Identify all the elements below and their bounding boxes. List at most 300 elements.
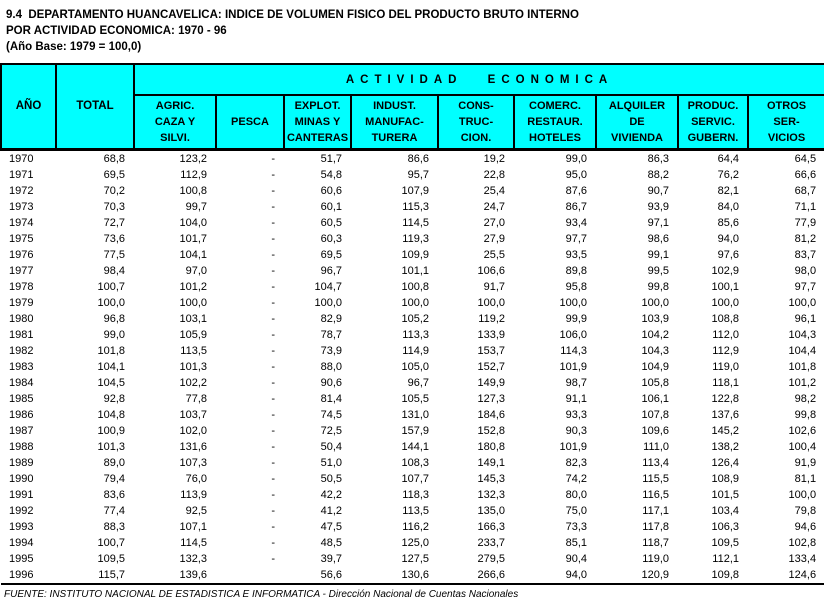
title-line-2: POR ACTIVIDAD ECONOMICA: 1970 - 96 <box>6 25 227 37</box>
cell-total: 109,5 <box>56 551 134 567</box>
cell-indust: 113,5 <box>351 503 438 519</box>
table-row <box>1 487 824 503</box>
year-cell: 1974 <box>1 215 56 231</box>
cell-total: 96,8 <box>56 311 134 327</box>
cell-alquiler: 120,9 <box>596 567 678 584</box>
table-row <box>1 215 824 231</box>
cell-alquiler: 111,0 <box>596 439 678 455</box>
cell-otros: 83,7 <box>748 247 824 263</box>
year-cell: 1995 <box>1 551 56 567</box>
year-cell: 1989 <box>1 455 56 471</box>
cell-total: 77,4 <box>56 503 134 519</box>
cell-indust: 127,5 <box>351 551 438 567</box>
cell-cons: 166,3 <box>438 519 514 535</box>
cell-comerc: 86,7 <box>514 199 596 215</box>
cell-alquiler: 117,1 <box>596 503 678 519</box>
col-header-line: PRODUC. <box>687 99 739 112</box>
cell-agric: 113,9 <box>134 487 216 503</box>
cell-produc: 145,2 <box>678 423 748 439</box>
cell-indust: 119,3 <box>351 231 438 247</box>
cell-alquiler: 86,3 <box>596 149 678 167</box>
cell-total: 68,8 <box>56 149 134 167</box>
col-header-line: EXPLOT. <box>294 99 341 112</box>
table-row <box>1 149 824 167</box>
year-cell: 1977 <box>1 263 56 279</box>
cell-explot: 100,0 <box>284 295 351 311</box>
cell-produc: 112,1 <box>678 551 748 567</box>
cell-otros: 81,2 <box>748 231 824 247</box>
cell-indust: 114,5 <box>351 215 438 231</box>
cell-explot: 60,5 <box>284 215 351 231</box>
cell-pesca: - <box>216 455 284 471</box>
cell-total: 100,7 <box>56 535 134 551</box>
cell-explot: 50,4 <box>284 439 351 455</box>
cell-indust: 157,9 <box>351 423 438 439</box>
col-header-line: CAZA Y <box>154 115 196 128</box>
table-header <box>1 64 824 149</box>
cell-otros: 68,7 <box>748 183 824 199</box>
year-cell: 1984 <box>1 375 56 391</box>
cell-explot: 74,5 <box>284 407 351 423</box>
year-cell: 1978 <box>1 279 56 295</box>
year-cell: 1973 <box>1 199 56 215</box>
cell-pesca: - <box>216 183 284 199</box>
table-row <box>1 295 824 311</box>
cell-explot: 69,5 <box>284 247 351 263</box>
cell-cons: 91,7 <box>438 279 514 295</box>
cell-explot: 72,5 <box>284 423 351 439</box>
cell-indust: 109,9 <box>351 247 438 263</box>
cell-agric: 102,0 <box>134 423 216 439</box>
cell-cons: 127,3 <box>438 391 514 407</box>
cell-total: 73,6 <box>56 231 134 247</box>
cell-agric: 100,8 <box>134 183 216 199</box>
cell-total: 89,0 <box>56 455 134 471</box>
cell-cons: 279,5 <box>438 551 514 567</box>
cell-pesca: - <box>216 535 284 551</box>
cell-total: 72,7 <box>56 215 134 231</box>
col-header-indust <box>351 95 438 149</box>
cell-pesca: - <box>216 311 284 327</box>
cell-alquiler: 118,7 <box>596 535 678 551</box>
cell-agric: 104,1 <box>134 247 216 263</box>
col-header-line: CONS- <box>458 99 494 112</box>
col-header-line: TURERA <box>371 131 418 144</box>
cell-otros: 66,6 <box>748 167 824 183</box>
table-row <box>1 183 824 199</box>
cell-alquiler: 98,6 <box>596 231 678 247</box>
source-note: FUENTE: INSTITUTO NACIONAL DE ESTADISTICA E INFORMATICA - Dirección Nacional de Cuentas Nacionales <box>4 588 519 600</box>
cell-otros: 99,8 <box>748 407 824 423</box>
table-row <box>1 167 824 183</box>
cell-agric: 76,0 <box>134 471 216 487</box>
cell-pesca: - <box>216 359 284 375</box>
cell-alquiler: 105,8 <box>596 375 678 391</box>
cell-comerc: 87,6 <box>514 183 596 199</box>
cell-agric: 103,7 <box>134 407 216 423</box>
cell-produc: 102,9 <box>678 263 748 279</box>
cell-explot: 50,5 <box>284 471 351 487</box>
cell-pesca: - <box>216 199 284 215</box>
cell-produc: 100,0 <box>678 295 748 311</box>
cell-pesca: - <box>216 503 284 519</box>
cell-agric: 107,1 <box>134 519 216 535</box>
col-header-line: AGRIC. <box>155 99 195 112</box>
cell-alquiler: 109,6 <box>596 423 678 439</box>
table-row <box>1 343 824 359</box>
col-header-produc <box>678 95 748 149</box>
year-cell: 1972 <box>1 183 56 199</box>
cell-cons: 25,5 <box>438 247 514 263</box>
cell-comerc: 75,0 <box>514 503 596 519</box>
cell-produc: 112,9 <box>678 343 748 359</box>
cell-indust: 100,0 <box>351 295 438 311</box>
cell-alquiler: 104,2 <box>596 327 678 343</box>
cell-agric: 101,3 <box>134 359 216 375</box>
cell-indust: 115,3 <box>351 199 438 215</box>
cell-produc: 118,1 <box>678 375 748 391</box>
year-cell: 1991 <box>1 487 56 503</box>
cell-comerc: 89,8 <box>514 263 596 279</box>
cell-comerc: 99,9 <box>514 311 596 327</box>
cell-cons: 119,2 <box>438 311 514 327</box>
cell-pesca: - <box>216 167 284 183</box>
cell-comerc: 73,3 <box>514 519 596 535</box>
cell-cons: 184,6 <box>438 407 514 423</box>
cell-pesca: - <box>216 391 284 407</box>
cell-explot: 73,9 <box>284 343 351 359</box>
cell-cons: 145,3 <box>438 471 514 487</box>
cell-otros: 98,2 <box>748 391 824 407</box>
cell-produc: 103,4 <box>678 503 748 519</box>
cell-alquiler: 115,5 <box>596 471 678 487</box>
cell-indust: 108,3 <box>351 455 438 471</box>
cell-indust: 113,3 <box>351 327 438 343</box>
table-row <box>1 535 824 551</box>
cell-cons: 27,9 <box>438 231 514 247</box>
cell-cons: 153,7 <box>438 343 514 359</box>
cell-indust: 105,0 <box>351 359 438 375</box>
cell-explot: 60,6 <box>284 183 351 199</box>
cell-indust: 144,1 <box>351 439 438 455</box>
cell-produc: 84,0 <box>678 199 748 215</box>
cell-pesca: - <box>216 471 284 487</box>
cell-cons: 100,0 <box>438 295 514 311</box>
cell-indust: 130,6 <box>351 567 438 584</box>
cell-agric: 104,0 <box>134 215 216 231</box>
cell-explot: 56,6 <box>284 567 351 584</box>
cell-pesca: - <box>216 215 284 231</box>
year-cell: 1980 <box>1 311 56 327</box>
table-row <box>1 263 824 279</box>
cell-indust: 101,1 <box>351 263 438 279</box>
table-row <box>1 423 824 439</box>
cell-otros: 133,4 <box>748 551 824 567</box>
cell-explot: 88,0 <box>284 359 351 375</box>
cell-comerc: 93,4 <box>514 215 596 231</box>
cell-agric: 113,5 <box>134 343 216 359</box>
cell-comerc: 93,3 <box>514 407 596 423</box>
cell-comerc: 106,0 <box>514 327 596 343</box>
cell-explot: 82,9 <box>284 311 351 327</box>
col-header-line: SERVIC. <box>691 115 735 128</box>
cell-cons: 132,3 <box>438 487 514 503</box>
cell-agric: 107,3 <box>134 455 216 471</box>
cell-agric: 131,6 <box>134 439 216 455</box>
cell-otros: 100,0 <box>748 295 824 311</box>
cell-total: 83,6 <box>56 487 134 503</box>
col-header-otros <box>748 95 824 149</box>
cell-otros: 97,7 <box>748 279 824 295</box>
table-row <box>1 247 824 263</box>
cell-explot: 54,8 <box>284 167 351 183</box>
cell-produc: 108,9 <box>678 471 748 487</box>
table-row <box>1 455 824 471</box>
cell-explot: 78,7 <box>284 327 351 343</box>
table-row <box>1 279 824 295</box>
cell-produc: 85,6 <box>678 215 748 231</box>
cell-agric: 105,9 <box>134 327 216 343</box>
cell-explot: 81,4 <box>284 391 351 407</box>
cell-pesca: - <box>216 247 284 263</box>
cell-alquiler: 106,1 <box>596 391 678 407</box>
cell-cons: 22,8 <box>438 167 514 183</box>
cell-alquiler: 107,8 <box>596 407 678 423</box>
cell-produc: 122,8 <box>678 391 748 407</box>
cell-otros: 102,6 <box>748 423 824 439</box>
cell-cons: 133,9 <box>438 327 514 343</box>
cell-total: 101,3 <box>56 439 134 455</box>
cell-otros: 101,2 <box>748 375 824 391</box>
cell-total: 77,5 <box>56 247 134 263</box>
cell-indust: 105,5 <box>351 391 438 407</box>
cell-comerc: 80,0 <box>514 487 596 503</box>
year-cell: 1983 <box>1 359 56 375</box>
cell-total: 98,4 <box>56 263 134 279</box>
cell-comerc: 98,7 <box>514 375 596 391</box>
cell-agric: 101,2 <box>134 279 216 295</box>
cell-agric: 100,0 <box>134 295 216 311</box>
cell-otros: 94,6 <box>748 519 824 535</box>
cell-comerc: 114,3 <box>514 343 596 359</box>
cell-otros: 124,6 <box>748 567 824 584</box>
cell-indust: 116,2 <box>351 519 438 535</box>
cell-agric: 101,7 <box>134 231 216 247</box>
cell-explot: 60,1 <box>284 199 351 215</box>
cell-cons: 152,7 <box>438 359 514 375</box>
cell-total: 70,2 <box>56 183 134 199</box>
col-header-agric <box>134 95 216 149</box>
cell-alquiler: 104,3 <box>596 343 678 359</box>
col-header-line: SILVI. <box>160 131 190 144</box>
col-header-total: TOTAL <box>56 64 134 149</box>
cell-otros: 101,8 <box>748 359 824 375</box>
cell-produc: 109,8 <box>678 567 748 584</box>
cell-otros: 91,9 <box>748 455 824 471</box>
table-row <box>1 359 824 375</box>
col-header-line: TRUC- <box>458 115 494 128</box>
activity-group-header: ACTIVIDAD ECONOMICA <box>134 64 824 95</box>
cell-alquiler: 99,1 <box>596 247 678 263</box>
cell-comerc: 101,9 <box>514 439 596 455</box>
cell-indust: 95,7 <box>351 167 438 183</box>
cell-total: 69,5 <box>56 167 134 183</box>
cell-produc: 82,1 <box>678 183 748 199</box>
cell-pesca: - <box>216 231 284 247</box>
cell-total: 99,0 <box>56 327 134 343</box>
year-cell: 1994 <box>1 535 56 551</box>
cell-otros: 100,0 <box>748 487 824 503</box>
cell-produc: 119,0 <box>678 359 748 375</box>
data-table <box>0 63 824 585</box>
col-header-line: RESTAUR. <box>527 115 583 128</box>
cell-alquiler: 99,8 <box>596 279 678 295</box>
cell-cons: 106,6 <box>438 263 514 279</box>
cell-agric: 123,2 <box>134 149 216 167</box>
cell-indust: 107,7 <box>351 471 438 487</box>
col-header-line: COMERC. <box>529 99 581 112</box>
cell-explot: 42,2 <box>284 487 351 503</box>
cell-alquiler: 104,9 <box>596 359 678 375</box>
cell-otros: 79,8 <box>748 503 824 519</box>
cell-produc: 126,4 <box>678 455 748 471</box>
cell-pesca: - <box>216 327 284 343</box>
cell-comerc: 95,8 <box>514 279 596 295</box>
cell-alquiler: 119,0 <box>596 551 678 567</box>
cell-alquiler: 88,2 <box>596 167 678 183</box>
cell-comerc: 85,1 <box>514 535 596 551</box>
cell-cons: 149,9 <box>438 375 514 391</box>
cell-total: 101,8 <box>56 343 134 359</box>
cell-agric: 103,1 <box>134 311 216 327</box>
cell-total: 104,1 <box>56 359 134 375</box>
col-header-line: MANUFAC- <box>365 115 424 128</box>
year-cell: 1988 <box>1 439 56 455</box>
table-row <box>1 327 824 343</box>
cell-indust: 131,0 <box>351 407 438 423</box>
cell-pesca: - <box>216 343 284 359</box>
table-row <box>1 439 824 455</box>
cell-produc: 101,5 <box>678 487 748 503</box>
year-cell: 1992 <box>1 503 56 519</box>
cell-explot: 90,6 <box>284 375 351 391</box>
cell-indust: 125,0 <box>351 535 438 551</box>
col-header-ano: AÑO <box>1 64 56 149</box>
cell-otros: 100,4 <box>748 439 824 455</box>
cell-explot: 41,2 <box>284 503 351 519</box>
table-row <box>1 503 824 519</box>
title-line-3: (Año Base: 1979 = 100,0) <box>6 41 142 53</box>
cell-alquiler: 117,8 <box>596 519 678 535</box>
cell-agric: 102,2 <box>134 375 216 391</box>
cell-agric: 97,0 <box>134 263 216 279</box>
cell-pesca <box>216 567 284 584</box>
table-row <box>1 311 824 327</box>
cell-cons: 266,6 <box>438 567 514 584</box>
cell-indust: 105,2 <box>351 311 438 327</box>
cell-agric: 139,6 <box>134 567 216 584</box>
table-row <box>1 391 824 407</box>
cell-alquiler: 90,7 <box>596 183 678 199</box>
year-cell: 1982 <box>1 343 56 359</box>
cell-alquiler: 93,9 <box>596 199 678 215</box>
cell-otros: 64,5 <box>748 149 824 167</box>
cell-agric: 99,7 <box>134 199 216 215</box>
cell-indust: 100,8 <box>351 279 438 295</box>
cell-comerc: 90,3 <box>514 423 596 439</box>
year-cell: 1975 <box>1 231 56 247</box>
col-header-line: CION. <box>460 131 492 144</box>
table-row <box>1 519 824 535</box>
cell-total: 115,7 <box>56 567 134 584</box>
cell-explot: 51,7 <box>284 149 351 167</box>
col-header-line: SER- <box>773 115 800 128</box>
cell-agric: 77,8 <box>134 391 216 407</box>
cell-comerc: 97,7 <box>514 231 596 247</box>
cell-produc: 106,3 <box>678 519 748 535</box>
col-header-alquiler <box>596 95 678 149</box>
cell-total: 104,5 <box>56 375 134 391</box>
cell-agric: 112,9 <box>134 167 216 183</box>
cell-explot: 51,0 <box>284 455 351 471</box>
cell-otros: 102,8 <box>748 535 824 551</box>
year-cell: 1986 <box>1 407 56 423</box>
cell-total: 88,3 <box>56 519 134 535</box>
cell-total: 104,8 <box>56 407 134 423</box>
cell-otros: 104,3 <box>748 327 824 343</box>
col-header-line: MINAS Y <box>294 115 341 128</box>
cell-agric: 92,5 <box>134 503 216 519</box>
cell-pesca: - <box>216 519 284 535</box>
cell-cons: 27,0 <box>438 215 514 231</box>
cell-explot: 96,7 <box>284 263 351 279</box>
cell-cons: 180,8 <box>438 439 514 455</box>
col-header-line: DE <box>629 115 645 128</box>
cell-agric: 114,5 <box>134 535 216 551</box>
table-row <box>1 471 824 487</box>
year-cell: 1993 <box>1 519 56 535</box>
cell-agric: 132,3 <box>134 551 216 567</box>
table-row <box>1 551 824 567</box>
col-header-line: OTROS <box>766 99 807 112</box>
cell-alquiler: 100,0 <box>596 295 678 311</box>
cell-comerc: 99,0 <box>514 149 596 167</box>
cell-otros: 104,4 <box>748 343 824 359</box>
cell-pesca: - <box>216 551 284 567</box>
cell-comerc: 91,1 <box>514 391 596 407</box>
cell-produc: 100,1 <box>678 279 748 295</box>
cell-indust: 118,3 <box>351 487 438 503</box>
year-cell: 1971 <box>1 167 56 183</box>
cell-produc: 109,5 <box>678 535 748 551</box>
year-cell: 1987 <box>1 423 56 439</box>
cell-comerc: 82,3 <box>514 455 596 471</box>
cell-comerc: 100,0 <box>514 295 596 311</box>
cell-indust: 114,9 <box>351 343 438 359</box>
table-row <box>1 199 824 215</box>
cell-otros: 81,1 <box>748 471 824 487</box>
year-cell: 1990 <box>1 471 56 487</box>
year-cell: 1979 <box>1 295 56 311</box>
cell-cons: 24,7 <box>438 199 514 215</box>
cell-total: 92,8 <box>56 391 134 407</box>
cell-indust: 96,7 <box>351 375 438 391</box>
col-header-line: GUBERN. <box>687 131 739 144</box>
table-row <box>1 231 824 247</box>
cell-comerc: 74,2 <box>514 471 596 487</box>
cell-pesca: - <box>216 407 284 423</box>
cell-produc: 108,8 <box>678 311 748 327</box>
